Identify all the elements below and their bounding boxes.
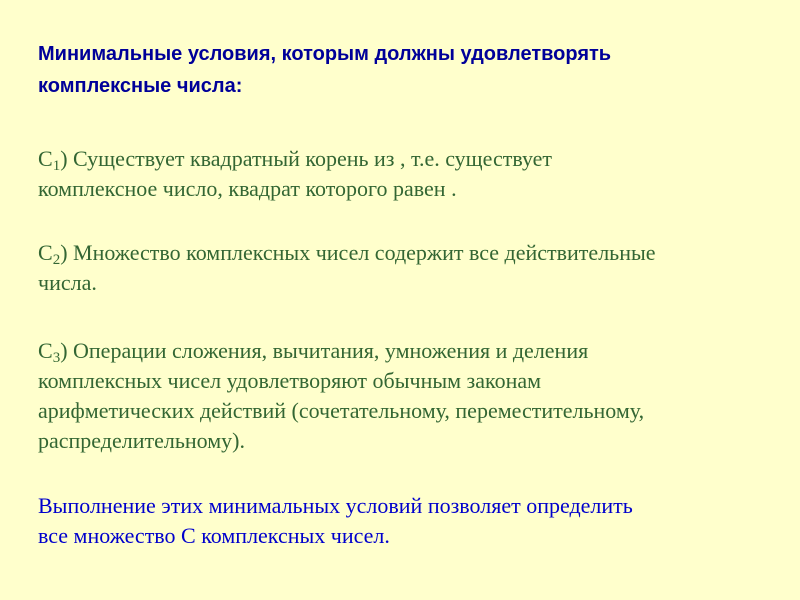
condition-c1-letter: C xyxy=(38,146,53,171)
condition-c2-letter: C xyxy=(38,240,53,265)
condition-c3-letter: C xyxy=(38,338,53,363)
condition-c1 xyxy=(38,144,798,204)
condition-c3-line-4: распределительному). xyxy=(38,428,245,453)
condition-c3-line-2: комплексных чисел удовлетворяют обычным законам xyxy=(38,368,542,393)
condition-c2-text-1: Множество комплексных чисел содержит все действительные xyxy=(67,240,656,265)
condition-c1-line-2: комплексное число, квадрат которого равен . xyxy=(38,176,457,201)
conclusion-line-1: Выполнение этих минимальных условий позволяет определить xyxy=(38,493,633,518)
condition-c3-line-1 xyxy=(38,336,798,366)
heading-line-2: комплексные числа: xyxy=(38,75,243,97)
condition-c2-line-1 xyxy=(38,238,798,268)
condition-c1-text-1: Существует квадратный корень из , т.е. существует xyxy=(67,146,553,171)
condition-c1-close: ) xyxy=(60,146,68,171)
condition-c3 xyxy=(38,336,798,456)
condition-c2 xyxy=(38,238,798,298)
condition-c3-line-3: арифметических действий (сочетательному, переместительному, xyxy=(38,398,645,423)
heading-line-1: Минимальные условия, которым должны удовлетворять xyxy=(38,43,612,65)
condition-c2-index: 2 xyxy=(52,252,61,268)
condition-c1-index: 1 xyxy=(52,158,61,174)
condition-c2-close: ) xyxy=(60,240,68,265)
condition-c3-index: 3 xyxy=(52,350,61,366)
condition-c1-line-1 xyxy=(38,144,798,174)
condition-c3-text-1: Операции сложения, вычитания, умножения и деления xyxy=(67,338,589,363)
conclusion-line-2: все множество C комплексных чисел. xyxy=(38,523,390,548)
slide-heading xyxy=(38,38,778,102)
condition-c3-close: ) xyxy=(60,338,68,363)
conclusion xyxy=(38,491,798,551)
condition-c2-line-2: числа. xyxy=(38,270,97,295)
